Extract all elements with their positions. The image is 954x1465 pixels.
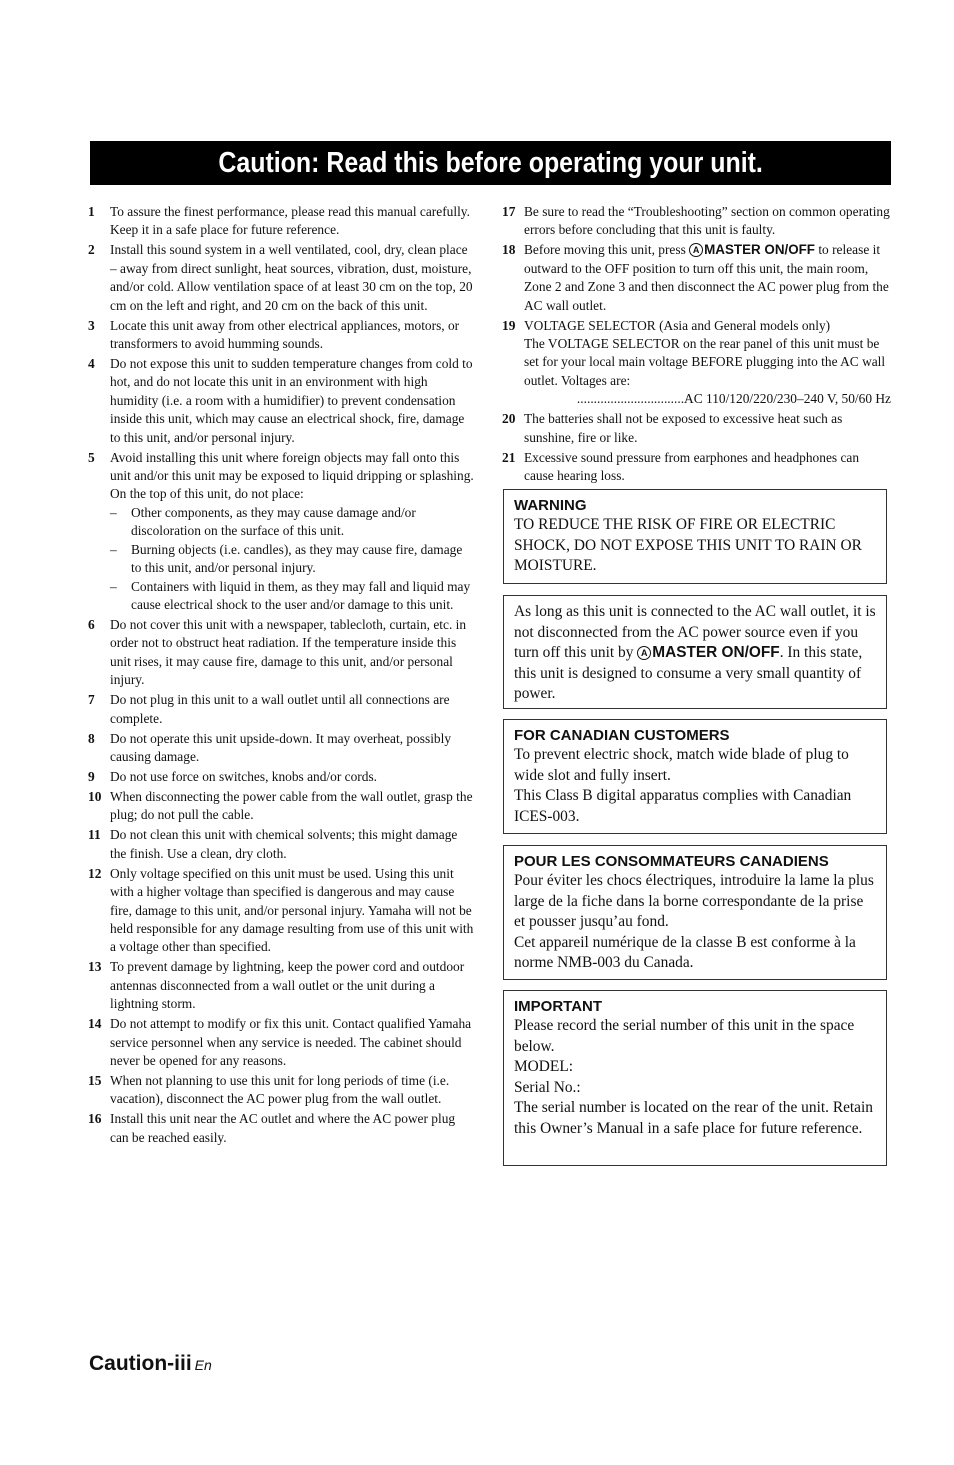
circle-a-icon: A (637, 646, 651, 660)
language-tag: En (194, 1357, 212, 1373)
item-number: 13 (88, 959, 102, 975)
item-number: 10 (88, 788, 102, 804)
list-item (88, 826, 476, 863)
sub-item (110, 578, 476, 615)
item-text: To assure the finest performance, please read this manual carefully. Keep it in a safe place for future reference. (110, 204, 470, 238)
item-number: 12 (88, 865, 102, 881)
item-text: Install this sound system in a well ventilated, cool, dry, clean place – away from direct sunlight, heat sources, vibration, dust, moisture, and/or cold. Allow ventilation space of at least 30 cm on the top, 20 cm on the left and right, and 20 cm on the back of this unit. (110, 242, 473, 313)
voltage-list: ................................AC 110/120/220/230–240 V, 50/60 Hz (576, 391, 891, 407)
warning-box (503, 489, 887, 584)
important-title: IMPORTANT (514, 998, 603, 1015)
item-text: When disconnecting the power cable from the wall outlet, grasp the plug; do not pull the cable. (110, 788, 473, 823)
item-number: 6 (88, 616, 95, 632)
right-column (502, 203, 892, 487)
item-text: Excessive sound pressure from earphones and headphones can cause hearing loss. (524, 449, 860, 484)
item-heading: VOLTAGE SELECTOR (Asia and General models only) (524, 317, 831, 333)
sub-item-text: Containers with liquid in them, as they may fall and liquid may cause electrical shock to the user and/or damage to this unit. (131, 578, 471, 612)
item-text: When not planning to use this unit for long periods of time (i.e. vacation), disconnect the AC power plug from the wall outlet. (110, 1073, 450, 1107)
item-number: 7 (88, 692, 95, 708)
dash: – (110, 541, 117, 557)
left-column (88, 203, 476, 1149)
list-item (88, 691, 476, 728)
list-item (88, 203, 476, 240)
item-number: 18 (502, 242, 516, 258)
sub-item (110, 504, 476, 541)
item-text: Do not clean this unit with chemical solvents; this might damage the finish. Use a clean, dry cloth. (110, 827, 458, 861)
french-text: Pour éviter les chocs électriques, introduire la lame la plus large de la fiche dans la borne correspondante de la prise et pousser jusqu’au fond. (514, 872, 874, 931)
item-text: Be sure to read the “Troubleshooting” section on common operating errors before concluding that this unit is faulty. (524, 204, 890, 238)
item-number: 2 (88, 242, 95, 258)
item-text: Do not expose this unit to sudden temperature changes from cold to hot, and do not locate this unit in an environment with high humidity (i.e. a room with a humidifier) to prevent condensation inside this unit, which may cause an electrical shock, fire, damage to this unit, and/or personal injury. (110, 356, 473, 445)
item-number: 4 (88, 356, 95, 372)
list-item (502, 241, 892, 315)
canadian-customers-box (503, 719, 887, 834)
serial-label: Serial No.: (514, 1078, 581, 1096)
item-text: To prevent damage by lightning, keep the power cord and outdoor antennas disconnected from a wall outlet or the unit during a lightning storm. (110, 959, 465, 1012)
item-text: Locate this unit away from other electrical appliances, motors, or transformers to avoid humming sounds. (110, 317, 460, 352)
item-number: 8 (88, 730, 95, 746)
item-number: 19 (502, 317, 516, 333)
list-item (88, 958, 476, 1013)
list-item (502, 410, 892, 447)
standby-text: . In this state, this unit is designed to consume a very small quantity of power. (514, 644, 863, 703)
item-number: 20 (502, 411, 516, 427)
important-text: Please record the serial number of this unit in the space below. (514, 1017, 855, 1055)
sub-item-text: Other components, as they may cause damage and/or discoloration on the surface of this unit. (131, 504, 416, 539)
list-item (88, 788, 476, 825)
canadian-text: This Class B digital apparatus complies with Canadian ICES-003. (514, 787, 852, 825)
list-item (502, 317, 892, 409)
item-number: 15 (88, 1073, 102, 1088)
item-text: Install this unit near the AC outlet and where the AC power plug can be reached easily. (110, 1111, 456, 1145)
item-number: 11 (88, 827, 101, 843)
page-number: Caution-iii (89, 1352, 192, 1375)
warning-body: TO REDUCE THE RISK OF FIRE OR ELECTRIC SHOCK, DO NOT EXPOSE THIS UNIT TO RAIN OR MOISTURE. (514, 516, 862, 575)
item-text: Avoid installing this unit where foreign objects may fall onto this unit and/or this unit may be exposed to liquid dripping or splashing. On the top of this unit, do not place: (110, 449, 474, 502)
list-item (88, 1015, 476, 1070)
item-text: The VOLTAGE SELECTOR on the rear panel of this unit must be set for your local main voltage BEFORE plugging into the AC wall outlet. Voltages are: (524, 336, 886, 388)
item-text: Only voltage specified on this unit must be used. Using this unit with a higher voltage than specified is dangerous and may cause fire, damage to this unit, and/or personal injury. Yamaha will not be held responsible for any damage resulting from use of this unit with a voltage other than specified. (110, 865, 474, 955)
standby-text: As long as this unit is connected to the AC wall outlet, it is not disconnected from the AC power source even if you turn off this unit by (514, 603, 876, 662)
item-number: 1 (88, 204, 95, 219)
item-text: Do not cover this unit with a newspaper, tablecloth, curtain, etc. in order not to obstruct heat radiation. If the temperature inside this unit rises, it may cause fire, damage to this unit, and/or personal injury. (110, 616, 467, 688)
sub-item-text: Burning objects (i.e. candles), as they may cause fire, damage to this unit, and/or personal injury. (131, 541, 463, 576)
model-label: MODEL: (514, 1058, 573, 1076)
french-text: Cet appareil numérique de la classe B est conforme à la norme NMB-003 du Canada. (514, 933, 856, 972)
list-item (88, 1072, 476, 1109)
item-number: 16 (88, 1111, 102, 1127)
master-on-off-label: MASTER ON/OFF (652, 644, 780, 662)
item-number: 21 (502, 449, 516, 465)
list-item (502, 203, 892, 240)
page-title-banner (90, 141, 891, 185)
list-item (88, 355, 476, 447)
list-item (88, 317, 476, 354)
item-number: 5 (88, 449, 95, 465)
item-text-group (524, 317, 892, 409)
item-number: 14 (88, 1016, 102, 1032)
item-number: 9 (88, 768, 95, 784)
item-text: Do not plug in this unit to a wall outlet until all connections are complete. (110, 692, 450, 726)
canadian-text: To prevent electric shock, match wide blade of plug to wide slot and fully insert. (514, 746, 849, 784)
item-text: Do not operate this unit upside-down. It may overheat, possibly causing damage. (110, 730, 452, 764)
list-item (502, 449, 892, 486)
item-number: 17 (502, 204, 516, 219)
page-title: Caution: Read this before operating your unit. (218, 147, 763, 179)
list-item (88, 616, 476, 690)
list-item (88, 241, 476, 315)
item-text: Do not use force on switches, knobs and/or cords. (110, 768, 378, 784)
list-item (88, 768, 476, 786)
item-text-group (110, 449, 476, 615)
sub-item (110, 541, 476, 578)
item-number: 3 (88, 317, 95, 333)
item-text: to release it outward to the OFF position to turn off this unit, the main room, Zone 2 and Zone 3 and then disconnect the AC power plug from the AC wall outlet. (524, 242, 889, 313)
list-item (88, 730, 476, 767)
item-text: The batteries shall not be exposed to excessive heat such as sunshine, fire or like. (524, 411, 843, 445)
item-text: Do not attempt to modify or fix this unit. Contact qualified Yamaha service personnel when any service is needed. The cabinet should never be opened for any reasons. (110, 1016, 472, 1068)
french-canadian-box (503, 845, 887, 980)
item-text-group (524, 241, 892, 315)
dash: – (110, 578, 117, 594)
warning-title: WARNING (514, 497, 587, 514)
list-item (88, 865, 476, 957)
list-item (88, 449, 476, 615)
canadian-title: FOR CANADIAN CUSTOMERS (514, 727, 730, 744)
french-title: POUR LES CONSOMMATEURS CANADIENS (514, 853, 829, 870)
master-on-off-label: MASTER ON/OFF (704, 242, 815, 258)
important-box (503, 990, 887, 1166)
standby-notice-box (503, 595, 887, 709)
circle-a-icon: A (689, 243, 703, 257)
list-item (88, 1110, 476, 1147)
dash: – (110, 504, 117, 520)
important-text: The serial number is located on the rear of the unit. Retain this Owner’s Manual in a safe place for future reference. (514, 1099, 873, 1137)
item-text: Before moving this unit, press (524, 242, 690, 258)
page-footer (89, 1352, 212, 1376)
